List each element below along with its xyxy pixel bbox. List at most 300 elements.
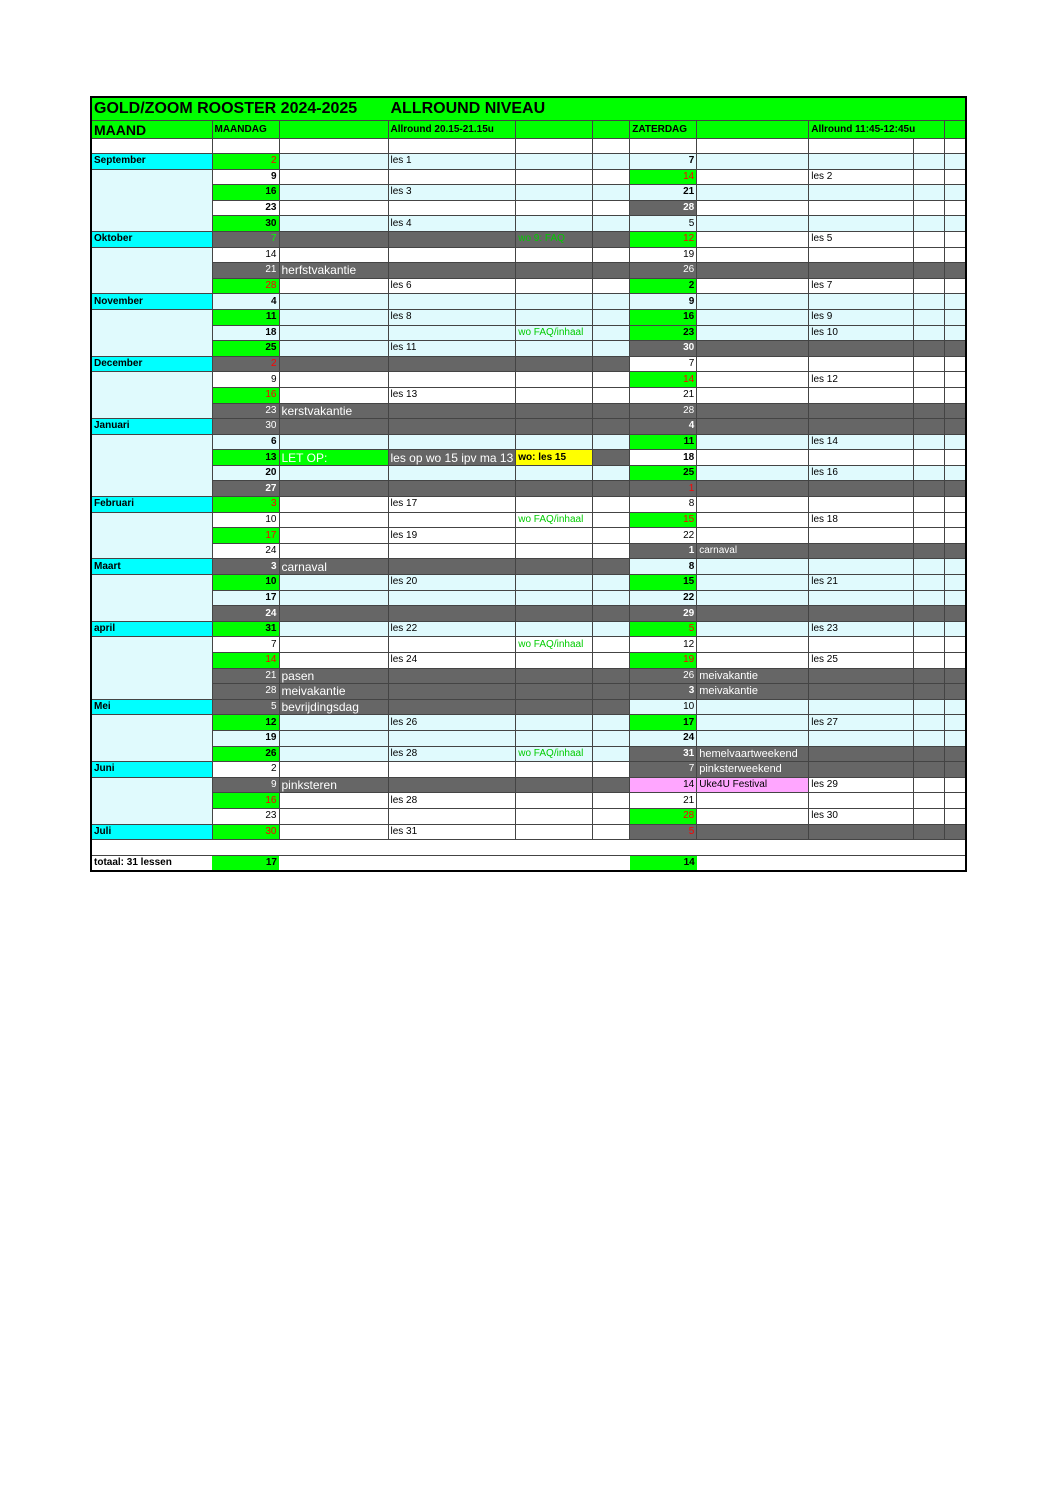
saturday-lesson bbox=[809, 637, 914, 653]
month-cell: april bbox=[91, 621, 212, 637]
monday-note bbox=[279, 465, 388, 481]
schedule-row bbox=[91, 419, 966, 435]
schedule-row bbox=[91, 543, 966, 559]
monday-date: 17 bbox=[212, 528, 279, 544]
saturday-date: 1 bbox=[630, 543, 697, 559]
empty-cell bbox=[945, 699, 966, 715]
monday-note bbox=[279, 481, 388, 497]
total-label: totaal: 31 lessen bbox=[94, 856, 172, 868]
empty-cell bbox=[697, 855, 809, 871]
header-allround-saturday: Allround 11:45-12:45u bbox=[809, 121, 945, 139]
saturday-date: 7 bbox=[630, 762, 697, 778]
saturday-lesson bbox=[809, 200, 914, 216]
saturday-note bbox=[697, 419, 809, 435]
empty-cell bbox=[945, 139, 966, 154]
month-cell bbox=[91, 434, 212, 450]
empty-cell bbox=[945, 746, 966, 762]
monday-note bbox=[279, 169, 388, 185]
empty-cell bbox=[593, 637, 630, 653]
monday-lesson bbox=[388, 263, 516, 279]
header-maand: MAAND bbox=[91, 121, 212, 139]
monday-faq-note: wo 9: FAQ bbox=[516, 231, 593, 247]
schedule-row bbox=[91, 325, 966, 341]
saturday-date: 11 bbox=[630, 434, 697, 450]
monday-date: 21 bbox=[212, 668, 279, 684]
schedule-row bbox=[91, 793, 966, 809]
schedule-row bbox=[91, 450, 966, 466]
monday-note: pinksteren bbox=[279, 777, 388, 793]
empty-cell bbox=[593, 653, 630, 669]
monday-note bbox=[279, 808, 388, 824]
monday-lesson: les 31 bbox=[388, 824, 516, 840]
monday-date: 3 bbox=[212, 497, 279, 513]
month-cell bbox=[91, 403, 212, 419]
monday-note bbox=[279, 341, 388, 357]
monday-lesson bbox=[388, 730, 516, 746]
saturday-date: 22 bbox=[630, 528, 697, 544]
saturday-date: 3 bbox=[630, 684, 697, 700]
empty-cell bbox=[945, 481, 966, 497]
saturday-date: 5 bbox=[630, 621, 697, 637]
monday-faq-note bbox=[516, 387, 593, 403]
empty-cell bbox=[914, 185, 945, 201]
saturday-note: Uke4U Festival bbox=[697, 777, 809, 793]
empty-cell bbox=[914, 653, 945, 669]
monday-lesson bbox=[388, 684, 516, 700]
empty-cell bbox=[945, 185, 966, 201]
monday-faq-note bbox=[516, 528, 593, 544]
schedule-row bbox=[91, 824, 966, 840]
saturday-lesson bbox=[809, 543, 914, 559]
monday-date: 14 bbox=[212, 653, 279, 669]
empty-cell bbox=[593, 450, 630, 466]
saturday-date: 8 bbox=[630, 559, 697, 575]
month-cell bbox=[91, 512, 212, 528]
month-cell bbox=[91, 606, 212, 622]
monday-lesson bbox=[388, 777, 516, 793]
empty-cell bbox=[945, 356, 966, 372]
empty-cell bbox=[593, 699, 630, 715]
empty-cell bbox=[914, 309, 945, 325]
empty-cell bbox=[945, 216, 966, 232]
monday-lesson: les 17 bbox=[388, 497, 516, 513]
monday-note: meivakantie bbox=[279, 684, 388, 700]
empty-cell bbox=[914, 606, 945, 622]
monday-note bbox=[279, 637, 388, 653]
empty-cell bbox=[945, 278, 966, 294]
header-blank bbox=[593, 121, 630, 139]
header-blank bbox=[697, 121, 809, 139]
month-cell: Maart bbox=[91, 559, 212, 575]
empty-cell bbox=[593, 403, 630, 419]
empty-cell bbox=[593, 606, 630, 622]
monday-note bbox=[279, 793, 388, 809]
schedule-row bbox=[91, 715, 966, 731]
monday-date: 2 bbox=[212, 762, 279, 778]
saturday-date: 21 bbox=[630, 793, 697, 809]
monday-note bbox=[279, 762, 388, 778]
empty-cell bbox=[945, 559, 966, 575]
schedule-row bbox=[91, 575, 966, 591]
monday-lesson bbox=[388, 637, 516, 653]
monday-date: 11 bbox=[212, 309, 279, 325]
empty-cell bbox=[914, 621, 945, 637]
saturday-lesson bbox=[809, 341, 914, 357]
month-cell: Juni bbox=[91, 762, 212, 778]
monday-date: 9 bbox=[212, 169, 279, 185]
schedule-row bbox=[91, 684, 966, 700]
monday-date: 9 bbox=[212, 372, 279, 388]
empty-cell bbox=[593, 356, 630, 372]
saturday-note bbox=[697, 200, 809, 216]
saturday-note bbox=[697, 699, 809, 715]
monday-note bbox=[279, 824, 388, 840]
schedule-row bbox=[91, 434, 966, 450]
schedule-row bbox=[91, 746, 966, 762]
saturday-note bbox=[697, 621, 809, 637]
header-blank bbox=[945, 121, 966, 139]
month-cell bbox=[91, 185, 212, 201]
empty-cell bbox=[945, 341, 966, 357]
monday-lesson bbox=[388, 403, 516, 419]
saturday-lesson bbox=[809, 247, 914, 263]
saturday-date: 4 bbox=[630, 419, 697, 435]
monday-faq-note: wo: les 15 bbox=[516, 450, 593, 466]
saturday-date: 1 bbox=[630, 481, 697, 497]
monday-lesson: les op wo 15 ipv ma 13 bbox=[388, 450, 516, 466]
monday-faq-note: wo FAQ/inhaal bbox=[516, 512, 593, 528]
schedule-row bbox=[91, 559, 966, 575]
monday-lesson bbox=[388, 465, 516, 481]
header-zaterdag: ZATERDAG bbox=[630, 121, 697, 139]
empty-cell bbox=[388, 139, 516, 154]
monday-date: 12 bbox=[212, 715, 279, 731]
saturday-note bbox=[697, 575, 809, 591]
empty-cell bbox=[945, 808, 966, 824]
monday-lesson: les 28 bbox=[388, 746, 516, 762]
empty-cell bbox=[945, 294, 966, 310]
schedule-row bbox=[91, 512, 966, 528]
empty-cell bbox=[593, 278, 630, 294]
empty-cell bbox=[593, 559, 630, 575]
empty-cell bbox=[914, 419, 945, 435]
monday-lesson: les 11 bbox=[388, 341, 516, 357]
schedule-row bbox=[91, 372, 966, 388]
month-cell bbox=[91, 793, 212, 809]
saturday-date: 30 bbox=[630, 341, 697, 357]
monday-faq-note bbox=[516, 699, 593, 715]
monday-faq-note bbox=[516, 684, 593, 700]
monday-faq-note bbox=[516, 543, 593, 559]
month-cell bbox=[91, 637, 212, 653]
monday-faq-note: wo FAQ/inhaal bbox=[516, 746, 593, 762]
saturday-lesson bbox=[809, 590, 914, 606]
empty-cell bbox=[914, 824, 945, 840]
monday-date: 20 bbox=[212, 465, 279, 481]
saturday-note bbox=[697, 497, 809, 513]
empty-cell bbox=[945, 465, 966, 481]
saturday-date: 7 bbox=[630, 356, 697, 372]
monday-note: LET OP: bbox=[279, 450, 388, 466]
empty-cell bbox=[593, 621, 630, 637]
saturday-date: 18 bbox=[630, 450, 697, 466]
monday-lesson bbox=[388, 356, 516, 372]
empty-cell bbox=[279, 855, 388, 871]
saturday-date: 14 bbox=[630, 777, 697, 793]
month-cell: Oktober bbox=[91, 231, 212, 247]
empty-cell bbox=[593, 387, 630, 403]
monday-lesson bbox=[388, 169, 516, 185]
month-cell bbox=[91, 169, 212, 185]
monday-lesson bbox=[388, 543, 516, 559]
saturday-date: 14 bbox=[630, 372, 697, 388]
saturday-date: 12 bbox=[630, 637, 697, 653]
saturday-note: meivakantie bbox=[697, 684, 809, 700]
monday-date: 16 bbox=[212, 387, 279, 403]
empty-cell bbox=[914, 154, 945, 170]
saturday-date: 28 bbox=[630, 200, 697, 216]
month-cell bbox=[91, 450, 212, 466]
monday-lesson: les 8 bbox=[388, 309, 516, 325]
empty-cell bbox=[945, 403, 966, 419]
empty-cell bbox=[914, 247, 945, 263]
empty-cell bbox=[914, 200, 945, 216]
saturday-note bbox=[697, 294, 809, 310]
schedule-row bbox=[91, 699, 966, 715]
monday-note: herfstvakantie bbox=[279, 263, 388, 279]
monday-note bbox=[279, 216, 388, 232]
saturday-date: 17 bbox=[630, 715, 697, 731]
schedule-table bbox=[90, 96, 967, 872]
month-cell: September bbox=[91, 154, 212, 170]
empty-cell bbox=[945, 497, 966, 513]
schedule-row bbox=[91, 356, 966, 372]
empty-cell bbox=[945, 450, 966, 466]
empty-cell bbox=[945, 762, 966, 778]
empty-cell bbox=[593, 341, 630, 357]
saturday-note: meivakantie bbox=[697, 668, 809, 684]
monday-note: bevrijdingsdag bbox=[279, 699, 388, 715]
empty-cell bbox=[593, 855, 630, 871]
monday-lesson: les 28 bbox=[388, 793, 516, 809]
monday-note bbox=[279, 512, 388, 528]
spacer-row bbox=[91, 139, 966, 154]
monday-lesson: les 13 bbox=[388, 387, 516, 403]
monday-lesson bbox=[388, 808, 516, 824]
monday-note bbox=[279, 231, 388, 247]
header-blank bbox=[279, 121, 388, 139]
monday-date: 14 bbox=[212, 247, 279, 263]
empty-cell bbox=[914, 497, 945, 513]
saturday-date: 28 bbox=[630, 808, 697, 824]
header-blank bbox=[516, 121, 593, 139]
monday-date: 24 bbox=[212, 606, 279, 622]
empty-cell bbox=[945, 653, 966, 669]
empty-cell bbox=[945, 200, 966, 216]
saturday-note bbox=[697, 216, 809, 232]
schedule-row bbox=[91, 294, 966, 310]
saturday-lesson: les 10 bbox=[809, 325, 914, 341]
saturday-date: 19 bbox=[630, 247, 697, 263]
monday-date: 9 bbox=[212, 777, 279, 793]
saturday-date: 14 bbox=[630, 169, 697, 185]
monday-faq-note bbox=[516, 356, 593, 372]
saturday-date: 5 bbox=[630, 824, 697, 840]
page-title: GOLD/ZOOM ROOSTER 2024-2025 bbox=[91, 97, 388, 121]
monday-date: 16 bbox=[212, 185, 279, 201]
monday-date: 10 bbox=[212, 575, 279, 591]
monday-date: 24 bbox=[212, 543, 279, 559]
schedule-row bbox=[91, 762, 966, 778]
empty-cell bbox=[593, 481, 630, 497]
empty-cell bbox=[914, 341, 945, 357]
header-allround-monday: Allround 20.15-21.15u bbox=[388, 121, 516, 139]
saturday-note bbox=[697, 559, 809, 575]
schedule-row bbox=[91, 606, 966, 622]
empty-cell bbox=[593, 668, 630, 684]
empty-cell bbox=[914, 715, 945, 731]
monday-note bbox=[279, 730, 388, 746]
empty-cell bbox=[914, 590, 945, 606]
month-cell bbox=[91, 746, 212, 762]
month-cell bbox=[91, 684, 212, 700]
empty-cell bbox=[593, 200, 630, 216]
month-cell bbox=[91, 372, 212, 388]
schedule-row bbox=[91, 263, 966, 279]
schedule-row bbox=[91, 247, 966, 263]
empty-cell bbox=[593, 139, 630, 154]
empty-cell bbox=[914, 793, 945, 809]
monday-note bbox=[279, 247, 388, 263]
saturday-note bbox=[697, 606, 809, 622]
saturday-note bbox=[697, 715, 809, 731]
monday-note bbox=[279, 185, 388, 201]
empty-cell bbox=[914, 637, 945, 653]
empty-cell bbox=[279, 139, 388, 154]
schedule-row bbox=[91, 154, 966, 170]
monday-lesson: les 24 bbox=[388, 653, 516, 669]
month-cell bbox=[91, 341, 212, 357]
monday-total: 17 bbox=[212, 855, 279, 871]
monday-date: 7 bbox=[212, 231, 279, 247]
saturday-lesson bbox=[809, 450, 914, 466]
monday-faq-note bbox=[516, 216, 593, 232]
saturday-note bbox=[697, 590, 809, 606]
empty-cell bbox=[914, 528, 945, 544]
empty-cell bbox=[914, 325, 945, 341]
saturday-note: carnaval bbox=[697, 543, 809, 559]
monday-lesson: les 3 bbox=[388, 185, 516, 201]
monday-lesson bbox=[388, 231, 516, 247]
monday-faq-note bbox=[516, 621, 593, 637]
monday-date: 30 bbox=[212, 824, 279, 840]
empty-cell bbox=[809, 855, 914, 871]
schedule-row bbox=[91, 497, 966, 513]
monday-faq-note bbox=[516, 559, 593, 575]
saturday-date: 5 bbox=[630, 216, 697, 232]
empty-cell bbox=[914, 512, 945, 528]
empty-cell bbox=[593, 512, 630, 528]
monday-note bbox=[279, 372, 388, 388]
saturday-date: 10 bbox=[630, 699, 697, 715]
schedule-row bbox=[91, 216, 966, 232]
monday-faq-note bbox=[516, 341, 593, 357]
saturday-date: 19 bbox=[630, 653, 697, 669]
header-row bbox=[91, 121, 966, 139]
empty-cell bbox=[945, 263, 966, 279]
monday-faq-note bbox=[516, 481, 593, 497]
empty-cell bbox=[945, 434, 966, 450]
monday-date: 23 bbox=[212, 200, 279, 216]
schedule-row bbox=[91, 387, 966, 403]
saturday-note bbox=[697, 808, 809, 824]
monday-faq-note bbox=[516, 419, 593, 435]
empty-cell bbox=[809, 139, 914, 154]
monday-faq-note: wo FAQ/inhaal bbox=[516, 637, 593, 653]
saturday-date: 22 bbox=[630, 590, 697, 606]
empty-cell bbox=[945, 325, 966, 341]
saturday-date: 2 bbox=[630, 278, 697, 294]
monday-faq-note bbox=[516, 465, 593, 481]
monday-lesson bbox=[388, 294, 516, 310]
empty-cell bbox=[945, 793, 966, 809]
saturday-lesson bbox=[809, 356, 914, 372]
monday-note: carnaval bbox=[279, 559, 388, 575]
month-cell bbox=[91, 715, 212, 731]
monday-date: 27 bbox=[212, 481, 279, 497]
saturday-date: 7 bbox=[630, 154, 697, 170]
monday-faq-note bbox=[516, 606, 593, 622]
monday-note bbox=[279, 715, 388, 731]
monday-date: 28 bbox=[212, 684, 279, 700]
empty-cell bbox=[593, 497, 630, 513]
saturday-note bbox=[697, 528, 809, 544]
monday-faq-note bbox=[516, 169, 593, 185]
saturday-note bbox=[697, 356, 809, 372]
empty-cell bbox=[914, 730, 945, 746]
saturday-lesson bbox=[809, 419, 914, 435]
saturday-lesson bbox=[809, 154, 914, 170]
empty-cell bbox=[914, 434, 945, 450]
saturday-lesson bbox=[809, 746, 914, 762]
monday-date: 25 bbox=[212, 341, 279, 357]
monday-note bbox=[279, 528, 388, 544]
monday-date: 5 bbox=[212, 699, 279, 715]
month-cell bbox=[91, 387, 212, 403]
month-cell: December bbox=[91, 356, 212, 372]
schedule-row bbox=[91, 169, 966, 185]
empty-cell bbox=[593, 762, 630, 778]
monday-date: 23 bbox=[212, 403, 279, 419]
empty-cell bbox=[593, 434, 630, 450]
schedule-row bbox=[91, 653, 966, 669]
saturday-lesson bbox=[809, 606, 914, 622]
monday-note bbox=[279, 543, 388, 559]
monday-faq-note bbox=[516, 497, 593, 513]
saturday-lesson: les 14 bbox=[809, 434, 914, 450]
saturday-lesson: les 29 bbox=[809, 777, 914, 793]
saturday-note bbox=[697, 372, 809, 388]
empty-cell bbox=[945, 154, 966, 170]
saturday-lesson bbox=[809, 793, 914, 809]
monday-lesson bbox=[388, 762, 516, 778]
saturday-lesson bbox=[809, 699, 914, 715]
empty-cell bbox=[945, 543, 966, 559]
monday-note bbox=[279, 294, 388, 310]
saturday-note bbox=[697, 637, 809, 653]
monday-lesson bbox=[388, 419, 516, 435]
saturday-note bbox=[697, 730, 809, 746]
